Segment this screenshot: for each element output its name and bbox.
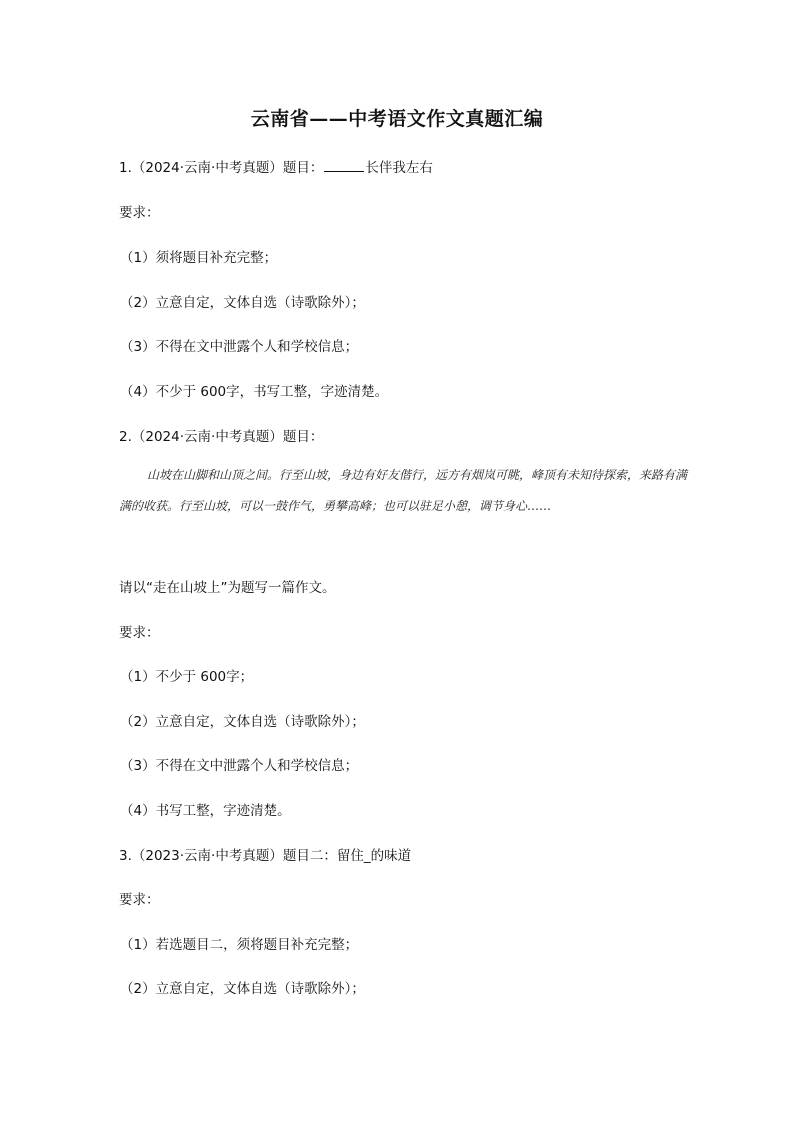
q3-requirement-item: （2）立意自定，文体自选（诗歌除外）； — [120, 981, 365, 997]
q1-requirement-item: （2）立意自定，文体自选（诗歌除外）； — [120, 295, 365, 311]
q2-requirement-item: （2）立意自定，文体自选（诗歌除外）； — [120, 714, 365, 730]
q2-instruction: 请以“走在山坡上”为题写一篇作文。 — [119, 580, 336, 596]
q1-blank — [324, 159, 364, 172]
q2-requirement-heading: 要求： — [119, 625, 160, 641]
q3-heading: 3.（2023·云南·中考真题）题目二：留住_的味道 — [119, 848, 412, 864]
q1-heading-suffix: 长伴我左右 — [365, 160, 433, 176]
q3-requirement-item: （1）若选题目二，须将题目补充完整； — [120, 937, 359, 953]
q2-requirement-item: （3）不得在文中泄露个人和学校信息； — [120, 758, 359, 774]
q1-requirement-item: （4）不少于 600字，书写工整，字迹清楚。 — [120, 384, 389, 400]
q2-requirement-item: （1）不少于 600字； — [120, 669, 254, 685]
q1-heading — [119, 159, 433, 177]
q1-requirement-item: （1）须将题目补充完整； — [120, 250, 278, 266]
q1-requirement-item: （3）不得在文中泄露个人和学校信息； — [120, 339, 359, 355]
page-title: 云南省——中考语文作文真题汇编 — [250, 108, 544, 130]
q3-requirement-heading: 要求： — [119, 892, 160, 908]
q2-heading: 2.（2024·云南·中考真题）题目： — [119, 429, 324, 445]
q2-passage: 山坡在山脚和山顶之间。行至山坡，身边有好友偕行，远方有烟岚可眺，峰顶有未知待探索，来路有满满的收获。行至山坡，可以一鼓作气，勇攀高峰；也可以驻足小憩，调节身心…… — [119, 468, 688, 513]
q1-heading-prefix: 1.（2024·云南·中考真题）题目： — [119, 160, 324, 176]
q2-requirement-item: （4）书写工整，字迹清楚。 — [120, 803, 291, 819]
q1-requirement-heading: 要求： — [119, 205, 160, 221]
